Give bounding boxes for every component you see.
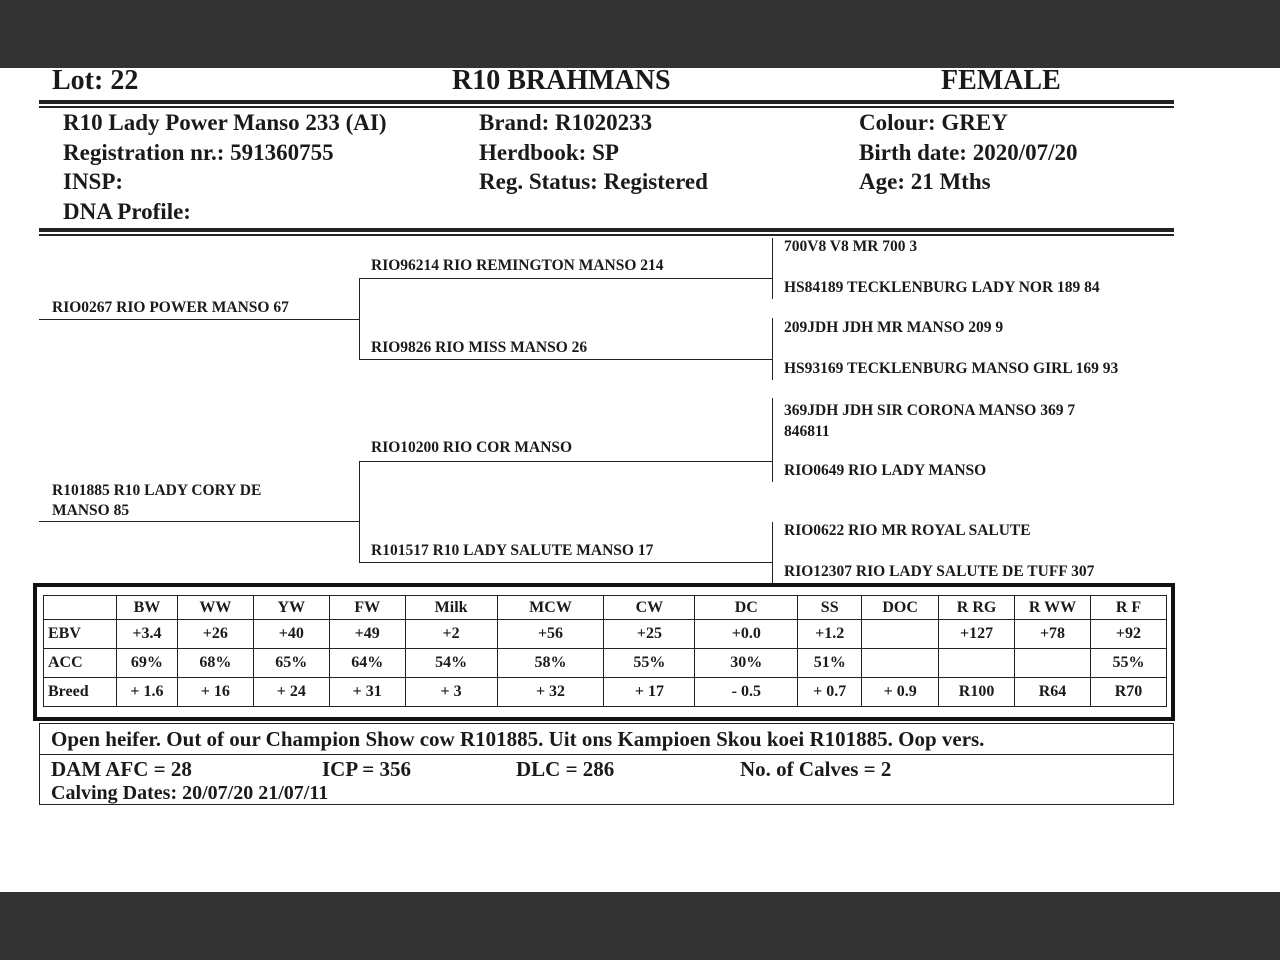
insp-label: INSP: (63, 169, 124, 194)
info-rule-thick (39, 228, 1174, 232)
pedigree-line-sire (39, 319, 359, 320)
pedigree-bracket-ds (772, 398, 773, 482)
registration-number: Registration nr.: 591360755 (63, 139, 334, 165)
pedigree-line-sire-sire (359, 278, 772, 279)
comment-text: Open heifer. Out of our Champion Show cow R101885. Uit ons Kampioen Skou koei R101885. Oop vers. (51, 727, 985, 751)
calves-count: No. of Calves = 2 (740, 757, 892, 781)
dss-name (784, 400, 1075, 442)
brand: Brand: R1020233 (479, 110, 653, 135)
ebv-cell: +127 (939, 620, 1015, 649)
top-bar (0, 0, 1280, 68)
ebv-cell: +56 (497, 620, 604, 649)
lot-number: Lot: 22 (52, 65, 139, 96)
ebv-cell: + 0.9 (862, 678, 939, 707)
ebv-cell: 30% (695, 649, 798, 678)
ebv-cell: 64% (329, 649, 405, 678)
dna-profile-label: DNA Profile: (63, 198, 191, 224)
pedigree-line-sire-dam (359, 359, 772, 360)
ebv-cell: +1.2 (798, 620, 862, 649)
ebv-column-header: Milk (405, 596, 497, 620)
ebv-row (44, 620, 1167, 649)
pedigree-line-dam-sire (359, 461, 772, 462)
ebv-cell: +78 (1015, 620, 1091, 649)
ebv-row-label: Breed (44, 678, 117, 707)
ebv-column-header: DOC (862, 596, 939, 620)
animal-info-col2 (479, 108, 708, 197)
ebv-cell: 65% (253, 649, 329, 678)
pedigree-line-dam (39, 521, 359, 522)
ebv-column-header: FW (329, 596, 405, 620)
ebv-cell: + 31 (329, 678, 405, 707)
sdd-name: HS93169 TECKLENBURG MANSO GIRL 169 93 (784, 360, 1119, 377)
ebv-cell (862, 620, 939, 649)
pedigree-bracket-dd (772, 522, 773, 583)
ebv-row-label: ACC (44, 649, 117, 678)
animal-info-col1 (63, 108, 386, 226)
animal-name: R10 Lady Power Manso 233 (AI) (63, 110, 387, 135)
dss-name-line2: 846811 (784, 423, 830, 440)
dam-sire-name: RIO10200 RIO COR MANSO (371, 439, 573, 456)
ebv-cell: + 16 (177, 678, 253, 707)
calving-dates: Calving Dates: 20/07/20 21/07/11 (51, 782, 329, 804)
animal-info-col3 (859, 108, 1078, 197)
sds-name: 209JDH JDH MR MANSO 209 9 (784, 319, 1004, 336)
ddd-name: RIO12307 RIO LADY SALUTE DE TUFF 307 (784, 563, 1095, 580)
age: Age: 21 Mths (859, 169, 991, 194)
ebv-cell: + 17 (604, 678, 695, 707)
sire-dam-name: RIO9826 RIO MISS MANSO 26 (371, 339, 588, 356)
ebv-cell: +92 (1090, 620, 1166, 649)
ebv-cell: 55% (604, 649, 695, 678)
reg-status: Reg. Status: Registered (479, 169, 708, 194)
sire-name: RIO0267 RIO POWER MANSO 67 (52, 299, 289, 316)
colour: Colour: GREY (859, 110, 1008, 135)
icp: ICP = 356 (322, 757, 411, 781)
sex-label: FEMALE (941, 65, 1061, 96)
dam-dam-name: R101517 R10 LADY SALUTE MANSO 17 (371, 542, 654, 559)
ebv-cell (1015, 649, 1091, 678)
ebv-cell: R64 (1015, 678, 1091, 707)
ebv-column-header: WW (177, 596, 253, 620)
ebv-cell: 68% (177, 649, 253, 678)
ebv-cell: + 32 (497, 678, 604, 707)
ebv-row (44, 649, 1167, 678)
header-rule-thick (39, 100, 1174, 104)
ebv-column-header: BW (116, 596, 177, 620)
pedigree-bracket-sire (359, 278, 360, 360)
ebv-cell: +3.4 (116, 620, 177, 649)
ebv-cell: + 0.7 (798, 678, 862, 707)
dam-afc: DAM AFC = 28 (51, 757, 192, 781)
herdbook: Herdbook: SP (479, 139, 619, 165)
ebv-cell: +25 (604, 620, 695, 649)
bottom-bar (0, 892, 1280, 960)
ebv-cell: 54% (405, 649, 497, 678)
lot-page (0, 65, 1280, 892)
ssd-name: HS84189 TECKLENBURG LADY NOR 189 84 (784, 279, 1100, 296)
ebv-cell: 55% (1090, 649, 1166, 678)
dsd-name: RIO0649 RIO LADY MANSO (784, 462, 987, 479)
ebv-cell (862, 649, 939, 678)
ebv-cell: +40 (253, 620, 329, 649)
ebv-column-header (44, 596, 117, 620)
ebv-table (43, 595, 1167, 707)
pedigree-bracket-sd (772, 318, 773, 380)
sss-name: 700V8 V8 MR 700 3 (784, 238, 918, 255)
ebv-column-header: MCW (497, 596, 604, 620)
sire-sire-name: RIO96214 RIO REMINGTON MANSO 214 (371, 257, 664, 274)
ebv-cell: + 24 (253, 678, 329, 707)
dds-name: RIO0622 RIO MR ROYAL SALUTE (784, 522, 1031, 539)
ebv-cell: 69% (116, 649, 177, 678)
ebv-cell: R100 (939, 678, 1015, 707)
ebv-cell: 58% (497, 649, 604, 678)
ebv-cell: - 0.5 (695, 678, 798, 707)
dlc: DLC = 286 (516, 757, 615, 781)
ebv-column-header: R WW (1015, 596, 1091, 620)
ebv-cell: R70 (1090, 678, 1166, 707)
ebv-cell: +49 (329, 620, 405, 649)
breeder-name: R10 BRAHMANS (452, 65, 671, 96)
ebv-column-header: YW (253, 596, 329, 620)
ebv-row-label: EBV (44, 620, 117, 649)
ebv-cell: + 1.6 (116, 678, 177, 707)
pedigree-line-dam-dam (359, 562, 772, 563)
ebv-cell: +2 (405, 620, 497, 649)
ebv-cell: +26 (177, 620, 253, 649)
dam-name-line1: R101885 R10 LADY CORY DE (52, 482, 262, 499)
ebv-cell: +0.0 (695, 620, 798, 649)
ebv-column-header: CW (604, 596, 695, 620)
comment-row (40, 724, 1173, 755)
ebv-column-header: R RG (939, 596, 1015, 620)
ebv-cell: 51% (798, 649, 862, 678)
birth-date: Birth date: 2020/07/20 (859, 139, 1078, 165)
ebv-cell: + 3 (405, 678, 497, 707)
ebv-column-header: DC (695, 596, 798, 620)
ebv-row (44, 678, 1167, 707)
pedigree-bracket-ss (772, 238, 773, 299)
ebv-column-header: SS (798, 596, 862, 620)
ebv-column-header: R F (1090, 596, 1166, 620)
pedigree-bracket-dam (359, 461, 360, 562)
ebv-header-row (44, 596, 1167, 620)
dam-name-line2: MANSO 85 (52, 502, 130, 519)
notes-box (39, 723, 1174, 805)
dam-name (52, 481, 261, 521)
dss-name-line1: 369JDH JDH SIR CORONA MANSO 369 7 (784, 402, 1076, 419)
ebv-cell (939, 649, 1015, 678)
info-rule-thin (39, 234, 1174, 236)
